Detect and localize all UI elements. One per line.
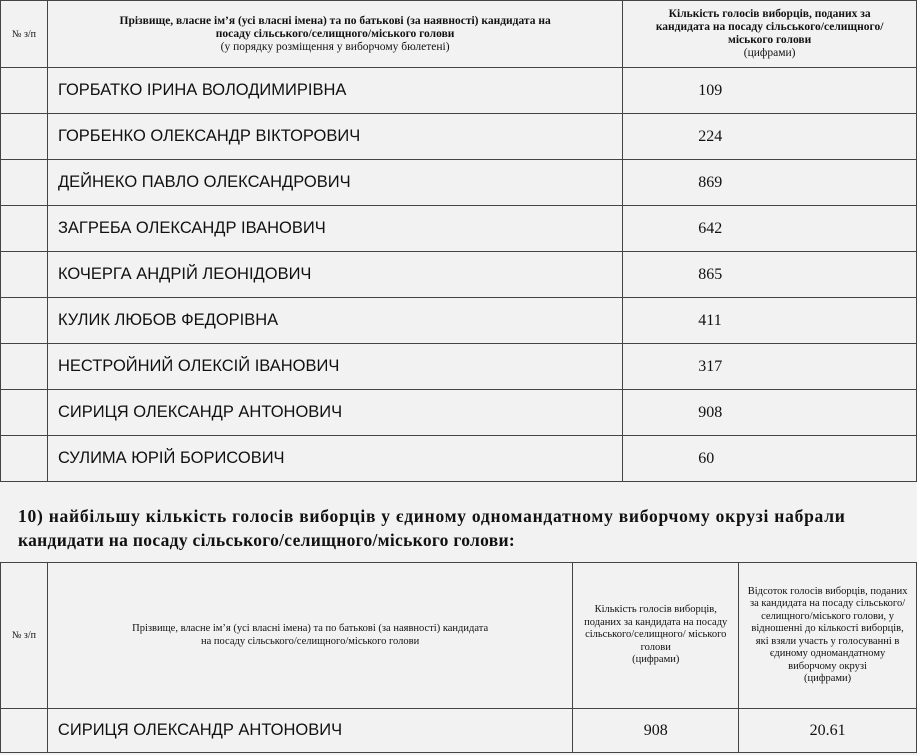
table-row (1, 114, 917, 160)
row-number-cell (1, 390, 48, 436)
winner-header-percent-note: (цифрами) (803, 673, 852, 684)
candidate-name: ДЕЙНЕКО ПАВЛО ОЛЕКСАНДРОВИЧ (47, 160, 622, 206)
winner-header-percent (739, 563, 917, 709)
column-header-votes (623, 1, 917, 68)
candidate-name: СИРИЦЯ ОЛЕКСАНДР АНТОНОВИЧ (47, 390, 622, 436)
winner-header-name-text: Прізвище, власне ім’я (усі власні імена) та по батькові (за наявності) кандидата на посаду сільського/селищного/міського голови (132, 623, 489, 647)
row-number-cell (1, 68, 48, 114)
table-row (1, 68, 917, 114)
table-row (1, 206, 917, 252)
candidate-votes: 865 (623, 252, 917, 298)
winner-header-name (47, 563, 572, 709)
row-number-cell (1, 298, 48, 344)
candidate-votes: 908 (623, 390, 917, 436)
candidate-votes: 224 (623, 114, 917, 160)
header-votes-bold: Кількість голосів виборців, поданих за кандидата на посаду сільського/селищного/міського голови (655, 8, 884, 46)
winner-header-number: № з/п (1, 563, 48, 709)
header-name-bold: Прізвище, власне ім’я (усі власні імена) та по батькові (за наявності) кандидата на посаду сільського/селищного/міського голови (119, 14, 551, 40)
candidate-votes: 109 (623, 68, 917, 114)
row-number-cell (1, 206, 48, 252)
winner-votes: 908 (573, 709, 739, 753)
table-row (1, 436, 917, 482)
table-row (1, 298, 917, 344)
candidate-name: ГОРБАТКО ІРИНА ВОЛОДИМИРІВНА (47, 68, 622, 114)
row-number-cell (1, 436, 48, 482)
table-row (1, 160, 917, 206)
candidate-name: ЗАГРЕБА ОЛЕКСАНДР ІВАНОВИЧ (47, 206, 622, 252)
row-number-cell (1, 114, 48, 160)
candidate-name: ГОРБЕНКО ОЛЕКСАНДР ВІКТОРОВИЧ (47, 114, 622, 160)
table-row (1, 390, 917, 436)
candidate-name: НЕСТРОЙНИЙ ОЛЕКСІЙ ІВАНОВИЧ (47, 344, 622, 390)
winner-name: СИРИЦЯ ОЛЕКСАНДР АНТОНОВИЧ (47, 709, 572, 753)
candidate-votes: 869 (623, 160, 917, 206)
winner-header-votes-note: (цифрами) (632, 654, 680, 666)
table-row (1, 344, 917, 390)
winner-percent: 20.61 (739, 709, 917, 753)
table-row (1, 252, 917, 298)
header-votes-note: (цифрами) (743, 47, 796, 59)
row-number-cell (1, 160, 48, 206)
column-header-name (47, 1, 622, 68)
row-number-cell (1, 252, 48, 298)
section-10-title-line1: 10) найбільшу кількість голосів виборців у єдиному одномандатному виборчому окрузі набрали (18, 506, 846, 526)
winner-row-number-cell (1, 709, 48, 753)
row-number-cell (1, 344, 48, 390)
column-header-number: № з/п (1, 1, 48, 68)
header-name-note: (у порядку розміщення у виборчому бюлетені) (220, 40, 450, 53)
winner-header-votes-text: Кількість голосів виборців, поданих за кандидата на посаду сільського/селищного/ міського голови (584, 604, 728, 653)
candidate-votes: 411 (623, 298, 917, 344)
section-10-title (18, 504, 917, 552)
candidate-name: СУЛИМА ЮРІЙ БОРИСОВИЧ (47, 436, 622, 482)
winner-table-header-row (1, 563, 917, 709)
candidate-name: КОЧЕРГА АНДРІЙ ЛЕОНІДОВИЧ (47, 252, 622, 298)
candidate-votes: 317 (623, 344, 917, 390)
table-header-row (1, 1, 917, 68)
winner-header-votes (573, 563, 739, 709)
winner-table (0, 562, 917, 753)
winner-row (1, 709, 917, 753)
section-10-title-line2: кандидати на посаду сільського/селищного/міського голови: (18, 530, 516, 550)
candidate-votes: 642 (623, 206, 917, 252)
winner-header-percent-text: Відсоток голосів виборців, поданих за кандидата на посаду сільського/ селищного/міського голови, у відношенні до кількості виборців, які взяли участь у голосуванні в єдиному одномандатному виборчому окрузі (747, 585, 908, 672)
candidate-name: КУЛИК ЛЮБОВ ФЕДОРІВНА (47, 298, 622, 344)
candidate-votes: 60 (623, 436, 917, 482)
